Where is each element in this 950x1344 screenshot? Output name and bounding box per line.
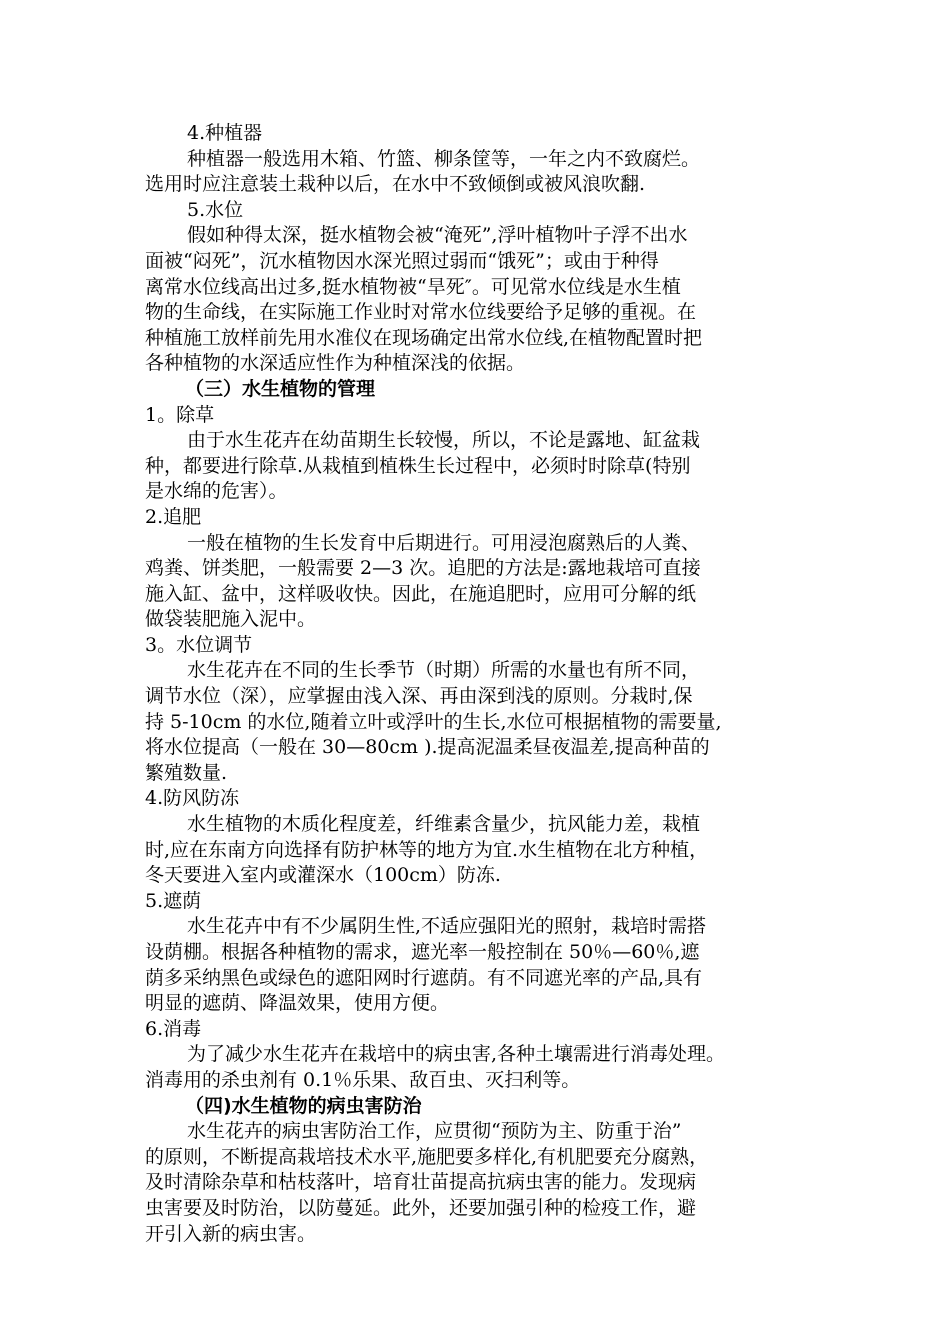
text-line: 鸡粪、饼类肥，一般需要 2—3 次。追肥的方法是:露地栽培可直接 <box>145 557 701 580</box>
text-line: 及时清除杂草和枯枝落叶，培育壮苗提高抗病虫害的能力。发现病 <box>145 1171 697 1194</box>
text-line: 物的生命线，在实际施工作业时对常水位线要给予足够的重视。在 <box>145 301 697 324</box>
text-line: 虫害要及时防治，以防蔓延。此外，还要加强引种的检疫工作，避 <box>145 1196 697 1219</box>
text-line: 是水绵的危害）。 <box>145 480 288 503</box>
text-line: 选用时应注意装土栽种以后，在水中不致倾倒或被风浪吹翻. <box>145 173 646 196</box>
subsection-title: 4.防风防冻 <box>145 787 240 810</box>
subsection-title: 5.水位 <box>187 198 244 221</box>
subsection-title: 6.消毒 <box>145 1017 202 1040</box>
text-line: 各种植物的水深适应性作为种植深浅的依据。 <box>145 352 526 375</box>
subsection-title: 5.遮荫 <box>145 889 202 912</box>
paragraph-first-line: 水生花卉在不同的生长季节（时期）所需的水量也有所不同， <box>187 659 701 682</box>
subsection-title: 1。除草 <box>145 403 215 426</box>
paragraph-first-line: 水生植物的木质化程度差，纤维素含量少，抗风能力差，栽植 <box>187 813 701 836</box>
text-line: 面被“闷死”，沉水植物因水深光照过弱而“饿死”；或由于种得 <box>145 249 659 272</box>
text-line: 离常水位线高出过多,挺水植物被“旱死″。可见常水位线是水生植 <box>145 275 681 298</box>
text-line: 荫多采纳黑色或绿色的遮阳网时行遮荫。有不同遮光率的产品,具有 <box>145 966 703 989</box>
text-line: 开引入新的病虫害。 <box>145 1222 317 1245</box>
paragraph-first-line: 水生花卉的病虫害防治工作，应贯彻“预防为主、防重于治” <box>187 1120 682 1143</box>
text-line: 冬天要进入室内或灌深水（100cm）防冻. <box>145 864 501 887</box>
text-line: 做袋装肥施入泥中。 <box>145 608 317 631</box>
text-line: 种植施工放样前先用水准仪在现场确定出常水位线,在植物配置时把 <box>145 326 703 349</box>
paragraph-first-line: 水生花卉中有不少属阴生性,不适应强阳光的照射，栽培时需搭 <box>187 915 707 938</box>
text-line: 时,应在东南方向选择有防护林等的地方为宜.水生植物在北方种植， <box>145 838 709 861</box>
paragraph-first-line: 为了减少水生花卉在栽培中的病虫害,各种土壤需进行消毒处理。 <box>187 1043 726 1066</box>
text-line: 施入缸、盆中，这样吸收快。因此，在施追肥时，应用可分解的纸 <box>145 582 697 605</box>
text-line: 种，都要进行除草.从栽植到植株生长过程中，必须时时除草(特别 <box>145 454 691 477</box>
text-line: 调节水位（深），应掌握由浅入深、再由深到浅的原则。分栽时,保 <box>145 685 693 708</box>
paragraph-first-line: 由于水生花卉在幼苗期生长较慢，所以，不论是露地、缸盆栽 <box>187 429 701 452</box>
text-line: 明显的遮荫、降温效果，使用方便。 <box>145 992 450 1015</box>
paragraph-first-line: 一般在植物的生长发育中后期进行。可用浸泡腐熟后的人粪、 <box>187 531 701 554</box>
text-line: 设荫棚。根据各种植物的需求，遮光率一般控制在 50％—60％,遮 <box>145 941 700 963</box>
subsection-title: 3。水位调节 <box>145 633 253 656</box>
document-body <box>145 121 813 1247</box>
text-line: 繁殖数量. <box>145 761 228 784</box>
text-line: 持 5-10cm 的水位,随着立叶或浮叶的生长,水位可根据植物的需要量, <box>145 710 722 733</box>
section-heading: （三）水生植物的管理 <box>185 377 376 400</box>
text-line: 将水位提高（一般在 30—80cm ).提高泥温柔昼夜温差,提高种苗的 <box>145 736 710 759</box>
text-line: 的原则，不断提高栽培技术水平,施肥要多样化,有机肥要充分腐熟， <box>145 1145 709 1168</box>
subsection-title: 4.种植器 <box>187 122 263 144</box>
paragraph-first-line: 假如种得太深，挺水植物会被“淹死”,浮叶植物叶子浮不出水 <box>187 224 688 247</box>
section-heading: （四)水生植物的病虫害防治 <box>185 1094 422 1117</box>
paragraph-first-line: 种植器一般选用木箱、竹篮、柳条筐等，一年之内不致腐烂。 <box>187 147 701 170</box>
subsection-title: 2.追肥 <box>145 505 202 528</box>
text-line: 消毒用的杀虫剂有 0.1％乐果、敌百虫、灭扫利等。 <box>145 1068 581 1091</box>
